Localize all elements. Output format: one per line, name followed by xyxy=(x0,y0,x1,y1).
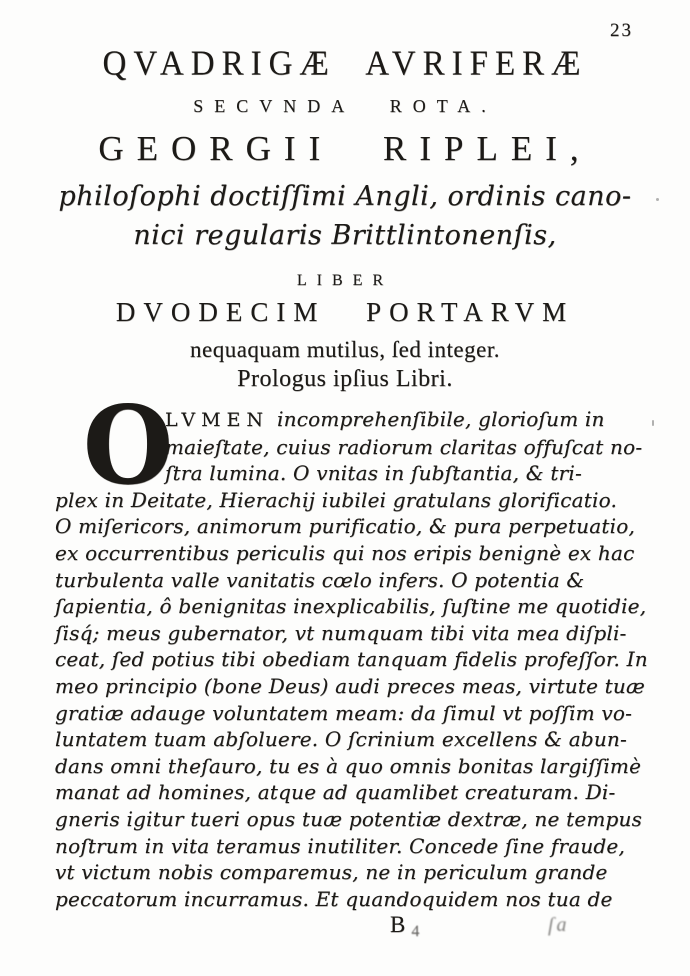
body-line: ex occurrentibus periculis qui nos eripis benignè ex hac xyxy=(55,540,635,565)
body-line: noſtrum in vita teramus inutiliter. Concede ſine fraude, xyxy=(55,833,626,858)
page-footer xyxy=(0,912,690,952)
body-line: vt victum nobis comparemus, ne in periculum grande xyxy=(55,860,608,885)
signature-number: 4 xyxy=(411,923,420,940)
work-subtitle: nequaquam mutilus, ſed integer. xyxy=(190,337,500,362)
body-line: luntatem tuam abſoluere. O ſcrinium excellens & abun- xyxy=(55,727,627,752)
work-series-title: QVADRIGÆ AVRIFERÆ xyxy=(102,45,588,83)
author-description-line1: philoſophi doctiſſimi Angli, ordinis cano- xyxy=(58,181,632,212)
signature-letter: B xyxy=(390,912,406,937)
page-headings xyxy=(0,46,690,363)
page-number: 23 xyxy=(610,20,633,41)
body-line: meo principio (bone Deus) audi preces meas, virtute tuæ xyxy=(55,673,645,698)
body-line: manat ad homines, atque ad quamlibet creaturam. Di- xyxy=(55,780,616,805)
author-description xyxy=(0,177,690,255)
body-line: gneris igitur tueri opus tuæ potentiæ dextræ, ne tempus xyxy=(55,806,643,831)
body-line: maieſtate, cuius radiorum claritas offuſcat no- xyxy=(165,434,643,459)
catchword-smudge: ſa xyxy=(548,914,570,936)
body-line: peccatorum incurramus. Et quandoquidem nos tua de xyxy=(55,886,613,911)
body-line: turbulenta valle vanitatis cœlo infers. O potentia & xyxy=(55,567,585,592)
body-line: plex in Deitate, Hierachij iubilei gratulans glorificatio. xyxy=(55,487,618,512)
section-heading: Prologus ipſius Libri. xyxy=(237,366,453,392)
body-line-text: incomprehenſibile, glorioſum in xyxy=(277,407,605,431)
body-line: ſtra lumina. O vnitas in ſubſtantia, & tri- xyxy=(165,461,582,486)
opening-word-caps: LVMEN xyxy=(165,409,270,431)
work-series-subtitle: SECVNDA ROTA. xyxy=(193,96,497,116)
prologue-text xyxy=(55,383,648,912)
author-description-line2: nici regularis Brittlintonenſis, xyxy=(133,220,557,251)
body-line: dans omni theſauro, tu es à quo omnis bonitas largiſſimè xyxy=(55,753,642,778)
body-line: ceat, ſed potius tibi obediam tanquam fidelis profeſſor. In xyxy=(55,647,648,672)
work-title: DVODECIM PORTARVM xyxy=(115,297,575,327)
liber-label: LIBER xyxy=(296,272,394,289)
signature-mark xyxy=(390,912,420,940)
scan-speckle xyxy=(652,420,654,426)
body-line: O miſericors, animorum purificatio, & pura perpetuatio, xyxy=(55,514,636,539)
body-line: gratiæ adauge voluntatem meam: da ſimul vt poſſim vo- xyxy=(55,700,633,725)
body-line: ſapientia, ô benignitas inexplicabilis, ſuſtine me quotidie, xyxy=(55,594,647,619)
author-name: GEORGII RIPLEI, xyxy=(98,129,592,168)
body-line: ſisq́; meus gubernator, vt numquam tibi vita mea diſpli- xyxy=(55,620,627,645)
scan-speckle xyxy=(656,198,659,201)
drop-cap-initial: O xyxy=(82,383,174,509)
